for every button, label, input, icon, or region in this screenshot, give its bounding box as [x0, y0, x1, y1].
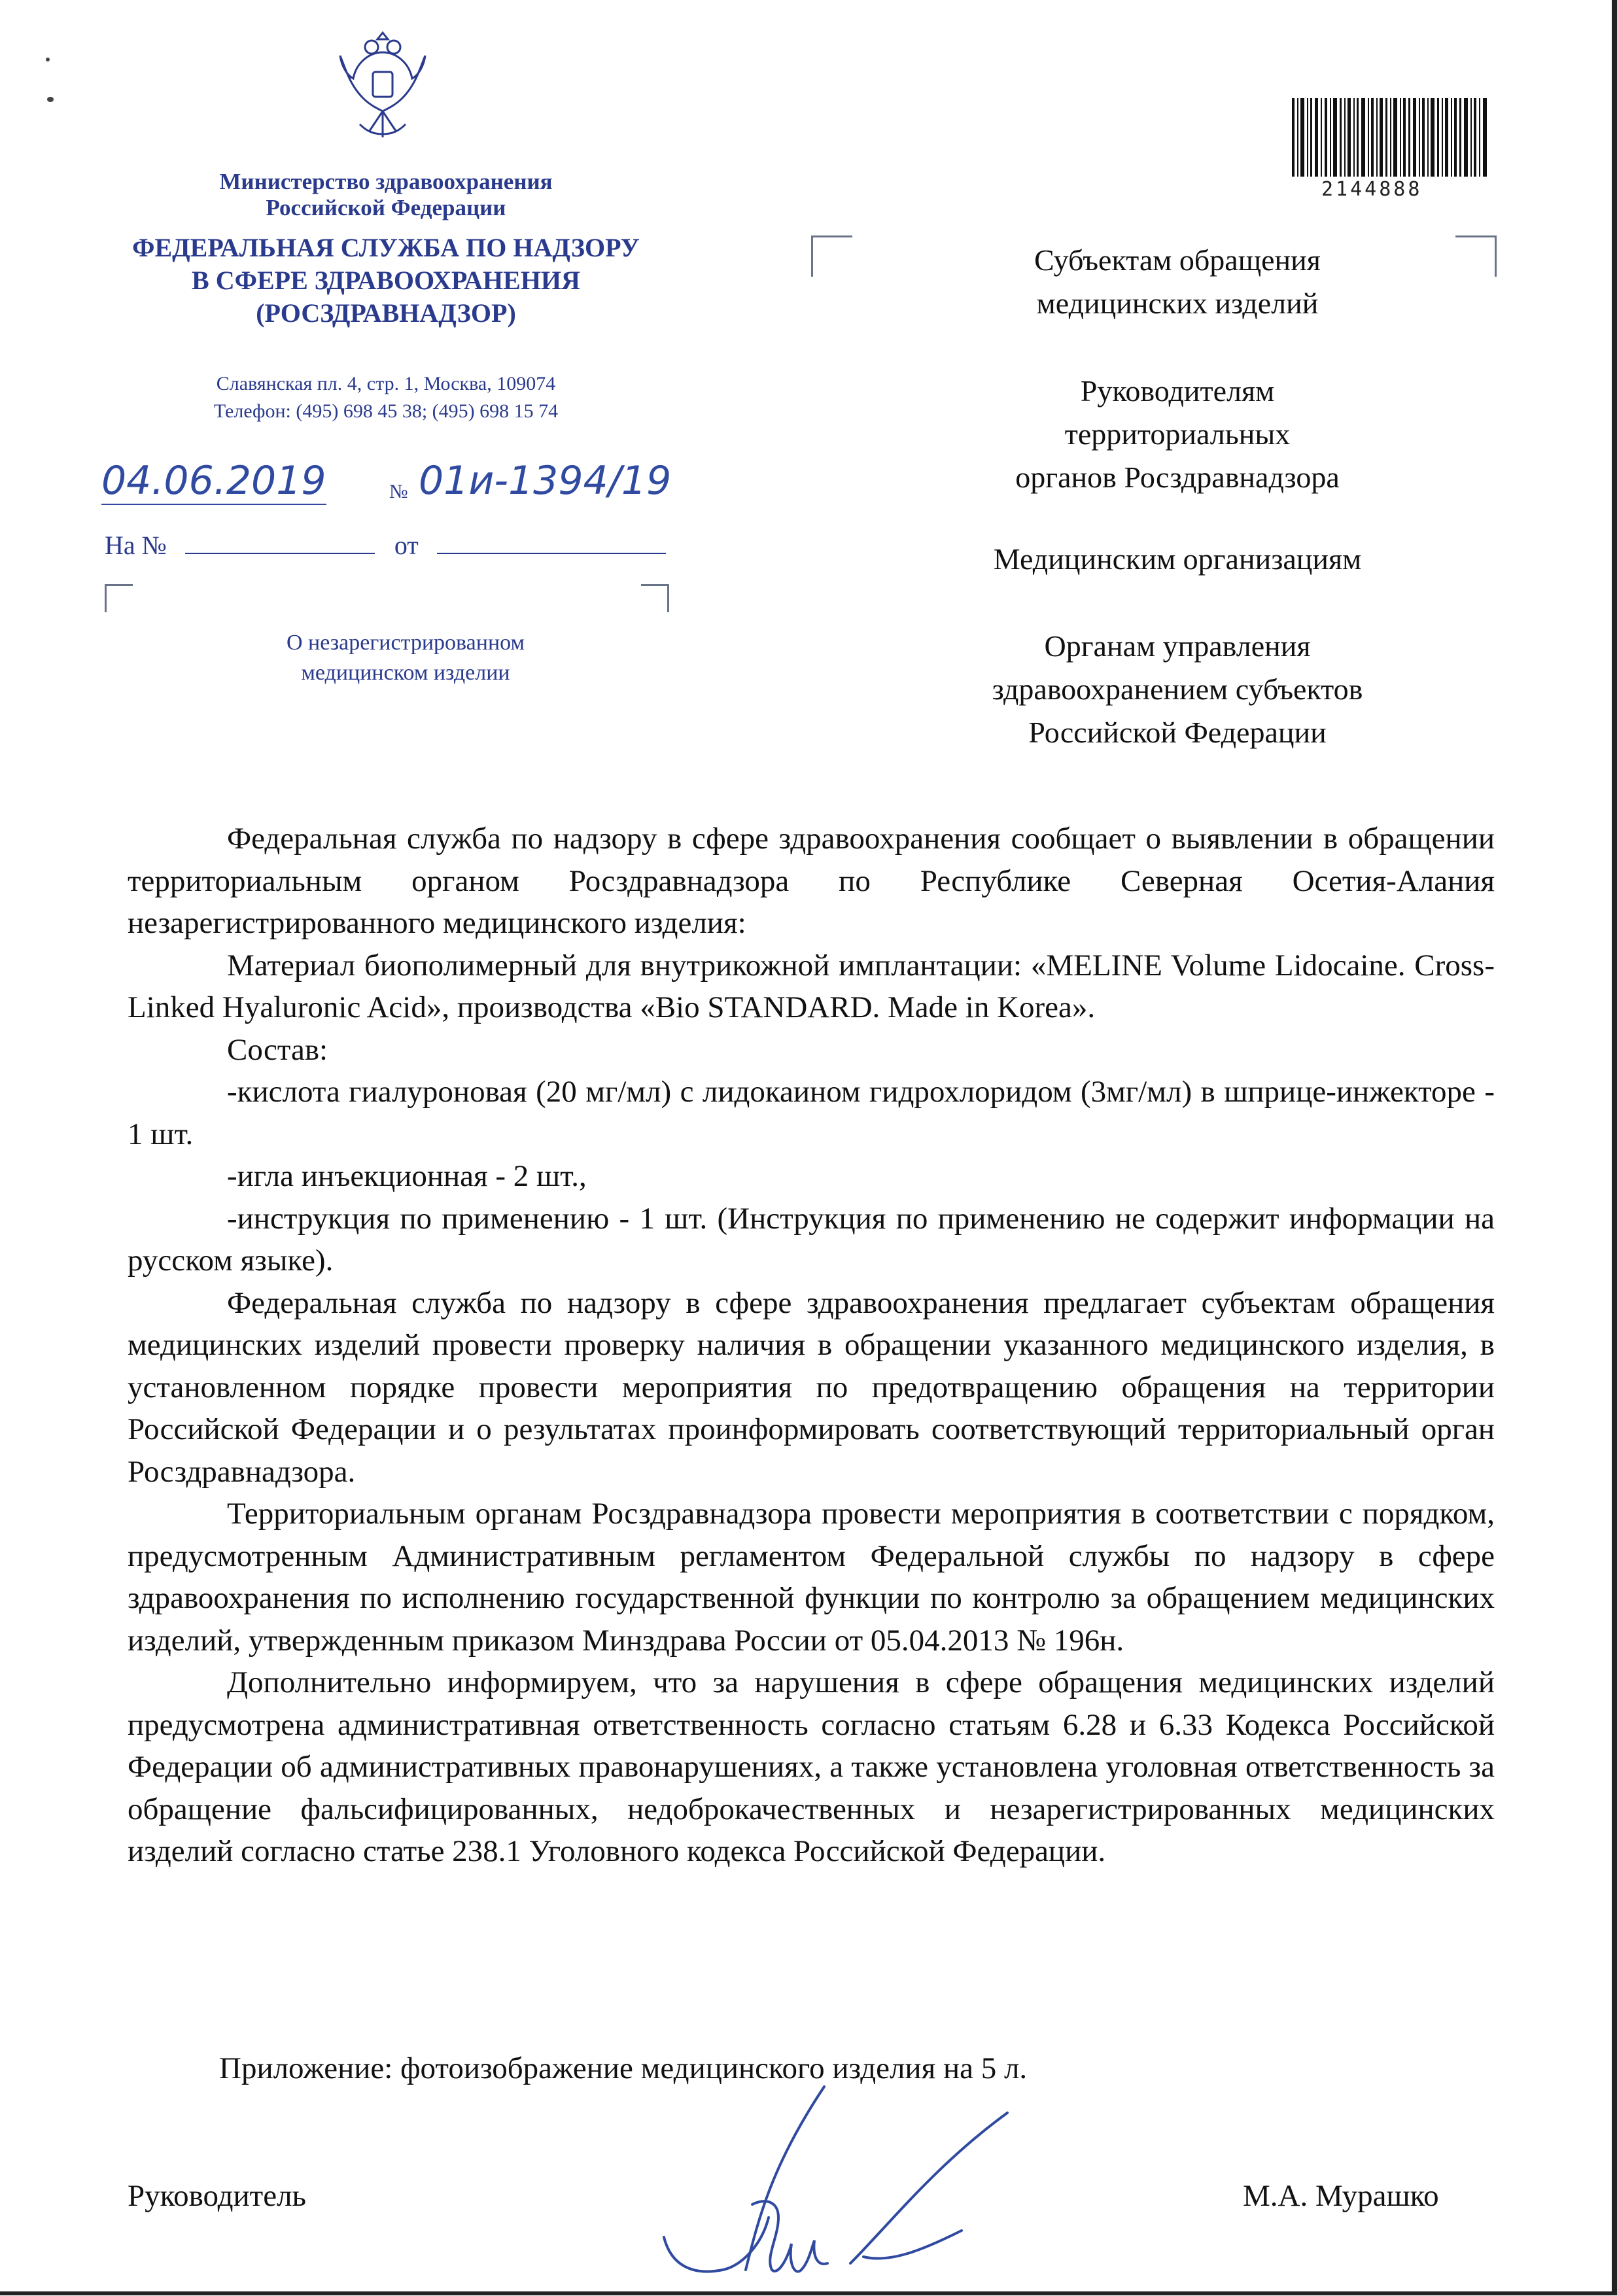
registration-number: 01и-1394/19: [419, 458, 672, 504]
reference-number-label: На №: [105, 531, 167, 560]
reference-line: [105, 530, 666, 561]
addressee-line: территориальных: [1064, 417, 1291, 451]
registration-date: 04.06.2019: [101, 458, 326, 504]
addressee-line: Органам управления: [1044, 629, 1311, 663]
body-paragraph: Территориальным органам Росздравнадзора провести мероприятия в соответствии с порядком, предусмотренным Административным регламентом Федеральной службы по надзору в сфере здравоохранения по исполнению государственной функции по контролю за обращением медицинских изделий, утвержденным приказом Минздрава России от 05.04.2013 № 196н.: [128, 1497, 1495, 1658]
service-name-line1: ФЕДЕРАЛЬНАЯ СЛУЖБА ПО НАДЗОРУ: [132, 233, 640, 262]
body-paragraph: Федеральная служба по надзору в сфере здравоохранения предлагает субъектам обращения медицинских изделий провести проверку наличия в обращении указанного медицинского изделия, в установленном порядке провести мероприятия по предотвращению обращения на территории Российской Федерации и о результатах проинформировать соответствующий территориальный орган Росздравнадзора.: [128, 1285, 1495, 1489]
addressee-block-4: [903, 625, 1452, 754]
addressee-line: Медицинским организациям: [993, 542, 1362, 576]
service-name-line2: В СФЕРЕ ЗДРАВООХРАНЕНИЯ: [192, 266, 580, 295]
coat-of-arms-icon: [334, 26, 432, 150]
letter-body: [128, 818, 1495, 1873]
scan-speck: [47, 97, 54, 102]
corner-mark: [641, 584, 669, 612]
service-address: Славянская пл. 4, стр. 1, Москва, 109074: [216, 373, 556, 394]
body-paragraph: Состав:: [227, 1032, 328, 1067]
body-paragraph: Дополнительно информируем, что за нарушения в сфере обращения медицинских изделий предусмотрена административная ответственность согласно статьям 6.28 и 6.33 Кодекса Российской Федерации об административных правонарушениях, а также установлена уголовная ответственность за обращение фальсифицированных, недоброкачественных и незарегистрированных медицинских изделий согласно статье 238.1 Уголовного кодекса Российской Федерации.: [128, 1665, 1495, 1868]
addressee-line: медицинских изделий: [1036, 287, 1319, 320]
subject-line1: О незарегистрированном: [286, 631, 525, 655]
addressee-block-3: [903, 538, 1452, 581]
letter-subject: [235, 628, 576, 688]
scan-speck: [46, 58, 50, 61]
service-name-line3: (РОСЗДРАВНАДЗОР): [256, 298, 516, 328]
corner-mark: [105, 584, 133, 612]
addressee-block-1: [903, 239, 1452, 325]
addressee-line: Российской Федерации: [1028, 716, 1327, 749]
subject-line2: медицинском изделии: [301, 661, 510, 685]
handwritten-signature: [654, 2061, 1060, 2296]
signer-name: М.А. Мурашко: [1243, 2179, 1439, 2213]
addressee-line: Субъектам обращения: [1034, 243, 1321, 277]
signer-position: Руководитель: [128, 2179, 306, 2213]
body-paragraph: Федеральная служба по надзору в сфере здравоохранения сообщает о выявлении в обращении территориальным органом Росздравнадзора по Республике Северная Осетия-Алания незарегистрированного медицинского изделия:: [128, 822, 1495, 940]
ministry-country: Российской Федерации: [266, 195, 506, 220]
reference-date-blank: [437, 531, 666, 554]
addressee-line: здравоохранением субъектов: [992, 672, 1363, 706]
reference-date-label: от: [394, 531, 419, 560]
attachment-note: Приложение: фотоизображение медицинского изделия на 5 л.: [219, 2051, 1028, 2085]
reference-number-blank: [185, 531, 375, 554]
body-paragraph: -инструкция по применению - 1 шт. (Инструкция по применению не содержит информации на русском языке).: [128, 1201, 1495, 1278]
barcode-number: 2144888: [1321, 178, 1423, 201]
body-paragraph: -игла инъекционная - 2 шт.,: [227, 1159, 587, 1193]
corner-mark: [1455, 235, 1497, 277]
addressee-line: Руководителям: [1080, 374, 1275, 408]
service-phone: Телефон: (495) 698 45 38; (495) 698 15 74: [213, 400, 559, 422]
body-paragraph: Материал биополимерный для внутрикожной имплантации: «MELINE Volume Lidocaine. Cross-Linked Hyaluronic Acid», производства «Bio STANDARD. Made in Korea».: [128, 948, 1495, 1024]
ministry-name: Министерство здравоохранения: [219, 169, 553, 194]
scan-edge-right: [1612, 0, 1617, 2295]
registration-number-sign: №: [389, 481, 408, 502]
corner-mark: [811, 235, 852, 277]
addressee-block-2: [903, 370, 1452, 499]
addressee-line: органов Росздравнадзора: [1015, 461, 1340, 494]
barcode: [1292, 98, 1488, 177]
body-paragraph: -кислота гиалуроновая (20 мг/мл) с лидокаином гидрохлоридом (3мг/мл) в шприце-инжекторе - 1 шт.: [128, 1075, 1495, 1151]
